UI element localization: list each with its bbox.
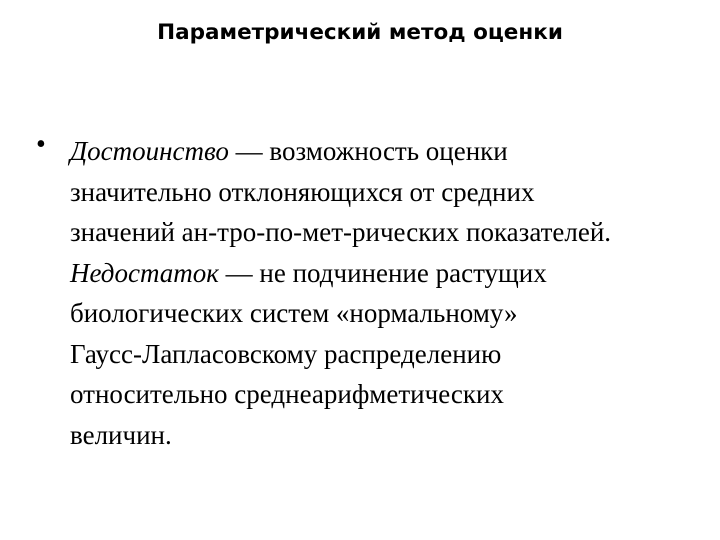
- line-text: — не подчинение растущих: [218, 257, 547, 288]
- text-line: [70, 131, 716, 172]
- text-line: [70, 212, 716, 253]
- line-text: относительно среднеарифметических: [70, 379, 504, 409]
- bullet-text: [70, 131, 716, 455]
- line-text: — возможность оценки: [228, 136, 508, 166]
- line-text: значений ан-тро-по-мет-рических показателей.: [70, 217, 612, 247]
- text-line: [70, 293, 716, 334]
- line-text: величин.: [70, 419, 172, 450]
- bullet-marker: •: [36, 129, 46, 160]
- line-text: биологических систем «нормальному»: [70, 298, 518, 328]
- slide-title: Параметрический метод оценки: [157, 20, 563, 45]
- text-line: [70, 374, 716, 415]
- line-text: Гаусс-Лапласовскому распределению: [70, 338, 502, 369]
- line-text: значительно отклоняющихся от средних: [70, 176, 535, 207]
- text-line: [70, 334, 716, 375]
- text-line: [70, 253, 716, 294]
- advantage-term: Достоинство: [70, 136, 229, 166]
- disadvantage-term: Недостаток: [70, 257, 219, 288]
- text-line: [70, 415, 716, 456]
- text-line: [70, 172, 716, 213]
